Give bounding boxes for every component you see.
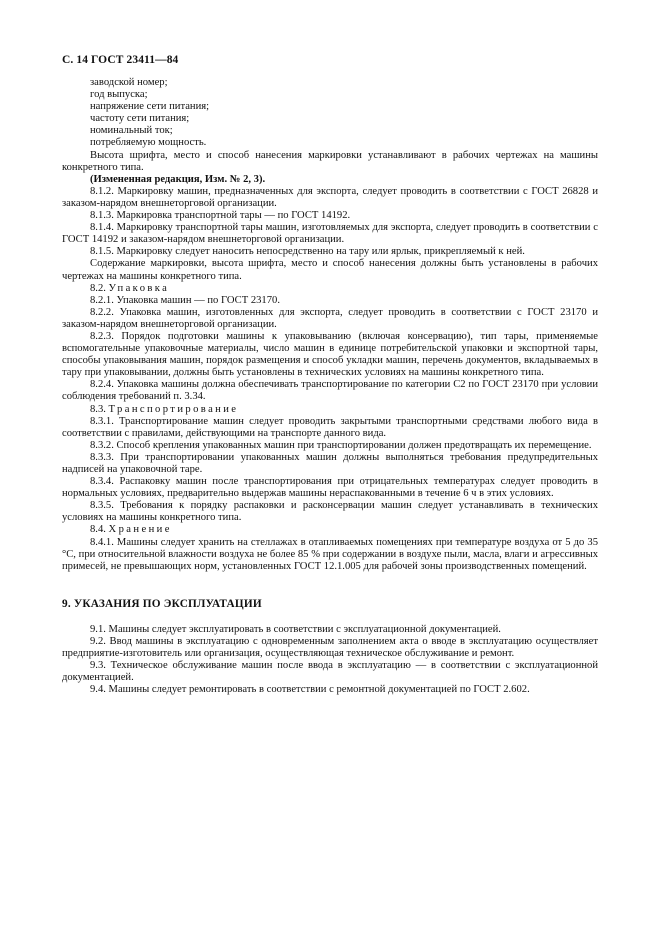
paragraph-8-2-4: 8.2.4. Упаковка машины должна обеспечивать транспортирование по категории С2 по ГОСТ 23170 при условии соблюдения требований п. 3.34.: [62, 379, 598, 403]
subsection-heading-8-3: [62, 404, 598, 416]
page-header: С. 14 ГОСТ 23411—84: [62, 54, 179, 66]
paragraph-8-2-1: 8.2.1. Упаковка машин — по ГОСТ 23170.: [90, 294, 280, 306]
paragraph-9-2: 9.2. Ввод машины в эксплуатацию с одновременным заполнением акта о вводе в эксплуатацию осуществляет предприятие-изготовитель или организация, осуществляющая техническое обслуживание и ремонт.: [62, 636, 598, 660]
paragraph-8-4-1: 8.4.1. Машины следует хранить на стеллажах в отапливаемых помещениях при температуре воздуха от 5 до 35 °С, при относительной влажности воздуха не более 85 % при содержании в воздухе пыли, масла, влаги и агрессивных примесей, не превышающих норм, установленных ГОСТ 12.1.005 для рабочей зоны производственных помещений.: [62, 536, 598, 572]
paragraph-8-1-3: 8.1.3. Маркировка транспортной тары — по ГОСТ 14192.: [90, 210, 351, 222]
paragraph-9-1: 9.1. Машины следует эксплуатировать в соответствии с эксплуатационной документацией.: [90, 623, 501, 635]
subsection-heading-8-2: [62, 283, 598, 295]
paragraph-8-2-3: 8.2.3. Порядок подготовки машины к упаковыванию (включая консервацию), тип тары, применяемые вспомогательные упаковочные материалы, число машин в единице потребительской упаковки и экспортной тары, способы упаковывания машин, порядок размещения и способ укладки машин, перечень документов, вкладываемых в тару при упаковывании, должны быть установлены в технических условиях на машины конкретного типа.: [62, 330, 598, 379]
list-item: номинальный ток;: [90, 125, 173, 137]
list-item: заводской номер;: [90, 77, 168, 88]
subsection-number: 8.2.: [90, 282, 106, 294]
subsection-number: 8.3.: [90, 403, 106, 415]
paragraph-8-1-4: 8.1.4. Маркировку транспортной тары машин, изготовляемых для экспорта, следует проводить в соответствии с ГОСТ 14192 и заказом-нарядом внешнеторговой организации.: [62, 222, 598, 246]
paragraph-8-3-1: 8.3.1. Транспортирование машин следует проводить закрытыми транспортными средствами любого вида в соответствии с правилами, действующими на транспорте данного вида.: [62, 415, 598, 439]
document-body: [62, 77, 598, 697]
list-item: потребляемую мощность.: [90, 137, 207, 149]
paragraph-8-3-2: 8.3.2. Способ крепления упакованных машин при транспортировании должен предотвращать их перемещение.: [90, 439, 592, 451]
subsection-title: Упаковка: [108, 282, 170, 294]
paragraph-8-3-5: 8.3.5. Требования к порядку распаковки и расконсервации машин следует устанавливать в технических условиях на машины конкретного типа.: [62, 500, 598, 524]
list-item: напряжение сети питания;: [90, 101, 210, 113]
paragraph-9-4: 9.4. Машины следует ремонтировать в соответствии с ремонтной документацией по ГОСТ 2.602.: [90, 684, 530, 696]
paragraph-8-2-2: 8.2.2. Упаковка машин, изготовленных для экспорта, следует проводить в соответствии с ГОСТ 23170 и заказом-нарядом внешнеторговой организации.: [62, 306, 598, 330]
subsection-title: Транспортирование: [108, 403, 239, 415]
amendment-note: (Измененная редакция, Изм. № 2, 3).: [90, 173, 266, 185]
section-9-title: 9. УКАЗАНИЯ ПО ЭКСПЛУАТАЦИИ: [62, 597, 262, 610]
list-item: частоту сети питания;: [90, 113, 190, 125]
paragraph-9-3: 9.3. Техническое обслуживание машин после ввода в эксплуатацию — в соответствии с эксплуатационной документацией.: [62, 660, 598, 684]
subsection-number: 8.4.: [90, 524, 106, 536]
paragraph-8-3-4: 8.3.4. Распаковку машин после транспортирования при отрицательных температурах следует проводить в нормальных условиях, предварительно выдержав машины нераспакованными в течение 6 ч в этих условиях.: [62, 476, 598, 500]
paragraph-8-1-5-content: Содержание маркировки, высота шрифта, место и способ нанесения должны быть установлены в рабочих чертежах на машины конкретного типа.: [62, 258, 598, 282]
list-item: год выпуска;: [90, 89, 148, 101]
paragraph-8-1-2: 8.1.2. Маркировку машин, предназначенных для экспорта, следует проводить в соответствии с ГОСТ 26828 и заказом-нарядом внешнеторговой организации.: [62, 185, 598, 209]
subsection-heading-8-4: [62, 524, 598, 536]
subsection-title: Хранение: [108, 524, 172, 536]
paragraph-8-1-5: 8.1.5. Маркировку следует наносить непосредственно на тару или ярлык, прикрепляемый к ней.: [90, 246, 525, 258]
paragraph-8-3-3: 8.3.3. При транспортировании упакованных машин должны выполняться требования предупредительных надписей на упаковочной таре.: [62, 451, 598, 475]
paragraph-font-note: Высота шрифта, место и способ нанесения маркировки устанавливают в рабочих чертежах на машины конкретного типа.: [62, 149, 598, 173]
